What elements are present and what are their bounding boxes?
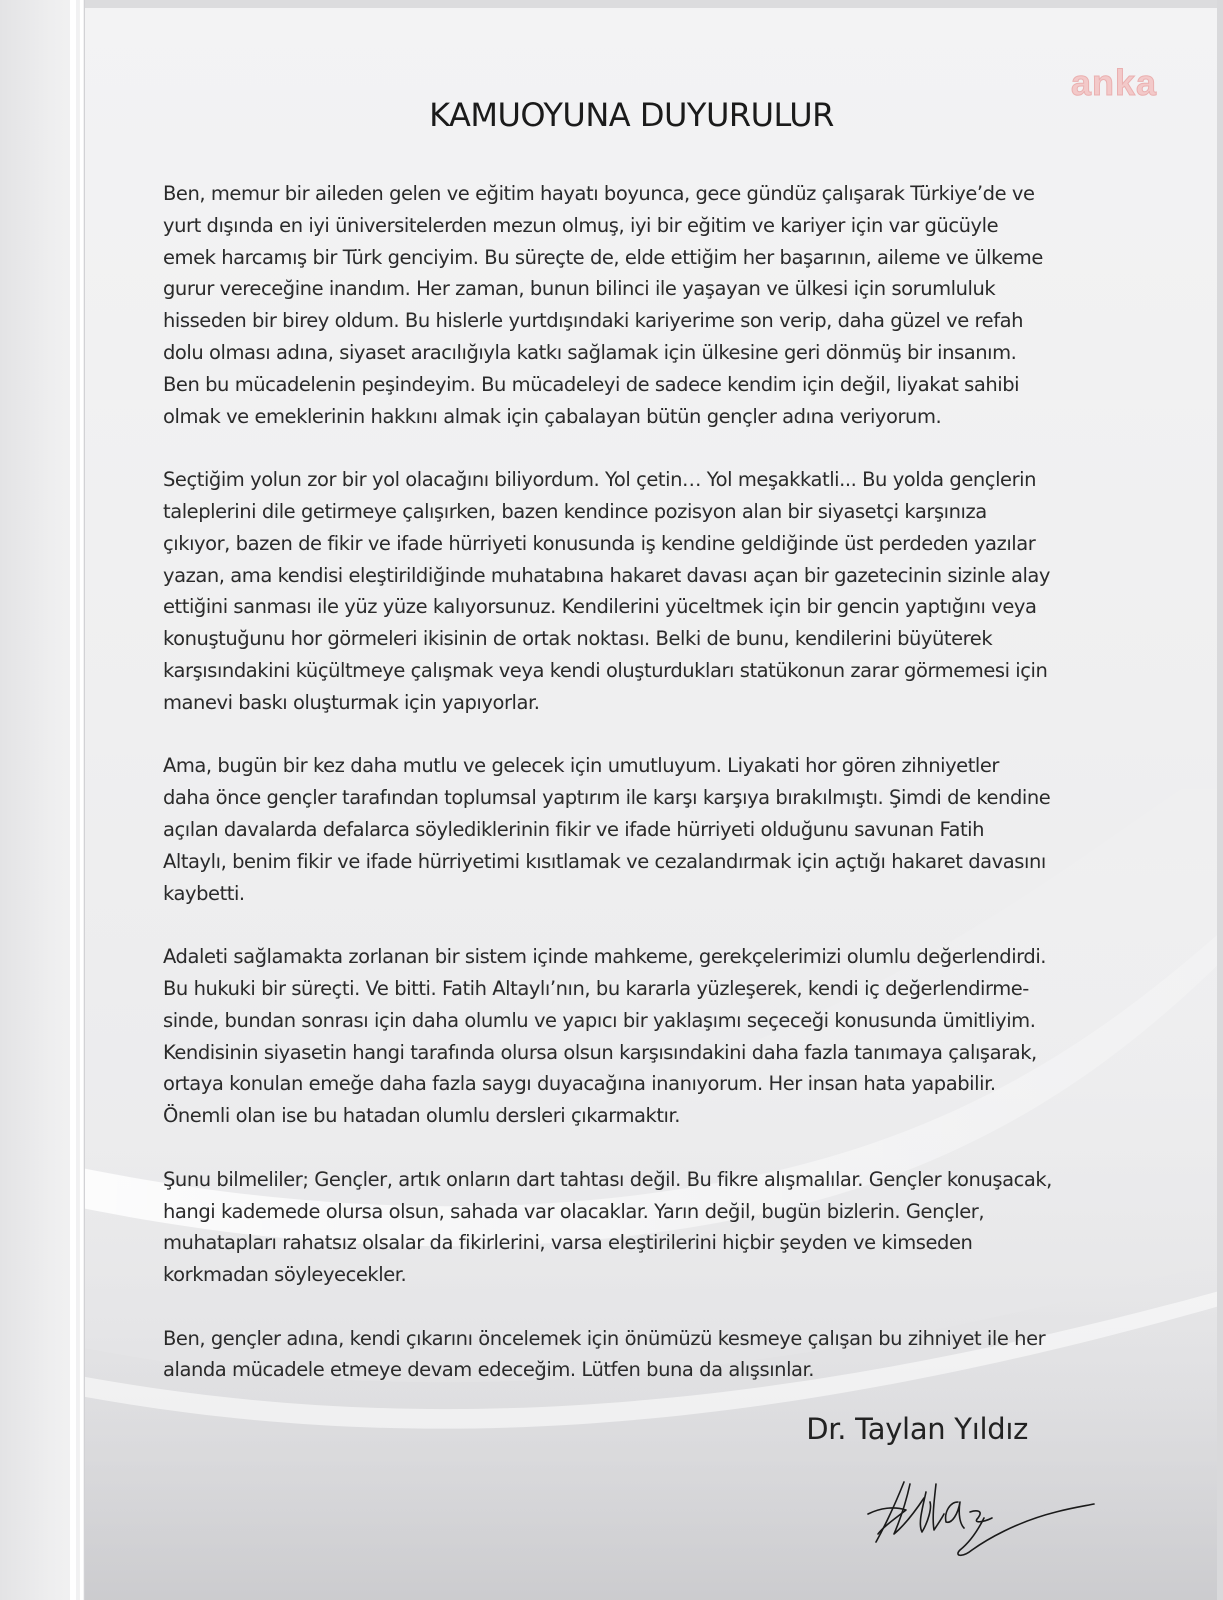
paragraph bbox=[163, 1164, 1141, 1291]
text-line: konuştuğunu hor görmeleri ikisinin de ortak noktası. Belki de bunu, kendilerini büyüterek bbox=[163, 627, 993, 651]
text-line: korkmadan söyleyecekler. bbox=[163, 1263, 407, 1287]
left-white-line-thin bbox=[80, 0, 83, 1600]
handwritten-signature bbox=[866, 1462, 1096, 1562]
text-line: hangi kademede olursa olsun, sahada var olacaklar. Yarın değil, bugün bizlerin. Gençler, bbox=[163, 1199, 985, 1223]
left-white-line bbox=[70, 0, 76, 1600]
text-line: manevi baskı oluşturmak için yapıyorlar. bbox=[163, 690, 540, 714]
signatory-name: Dr. Taylan Yıldız bbox=[806, 1412, 1028, 1446]
text-line: yazan, ama kendisi eleştirildiğinde muhatabına hakaret davası açan bir gazetecinin sizinle alay bbox=[163, 563, 1051, 587]
text-line: dolu olması adına, siyaset aracılığıyla katkı sağlamak için ülkesine geri dönmüş bir insanım. bbox=[163, 340, 1017, 364]
text-line: Ben, gençler adına, kendi çıkarını öncelemek için önümüzü kesmeye çalışan bu zihniyet ile her bbox=[163, 1326, 1046, 1350]
text-line: ettiğini sanması ile yüz yüze kalıyorsunuz. Kendilerini yüceltmek için bir gencin yaptığını veya bbox=[163, 595, 1037, 619]
page-right-edge bbox=[1217, 0, 1223, 1600]
text-line: yurt dışında en iyi üniversitelerden mezun olmuş, iyi bir eğitim ve kariyer için var gücüyle bbox=[163, 213, 999, 237]
text-line: Seçtiğim yolun zor bir yol olacağını biliyordum. Yol çetin… Yol meşakkatli... Bu yolda gençlerin bbox=[163, 468, 1037, 492]
text-line: hisseden bir birey oldum. Bu hislerle yurtdışındaki kariyerime son verip, daha güzel ve refah bbox=[163, 309, 1024, 333]
text-line: Adaleti sağlamakta zorlanan bir sistem içinde mahkeme, gerekçelerimizi olumlu değerlendirdi. bbox=[163, 945, 1047, 969]
text-line: muhatapları rahatsız olsalar da fikirlerini, varsa eleştirilerini hiçbir şeyden ve kimseden bbox=[163, 1231, 973, 1255]
text-line: Önemli olan ise bu hatadan olumlu dersleri çıkarmaktır. bbox=[163, 1104, 681, 1128]
text-line: taleplerini dile getirmeye çalışırken, bazen kendince pozisyon alan bir siyasetçi karşınıza bbox=[163, 499, 987, 523]
text-line: daha önce gençler tarafından toplumsal yaptırım ile karşı karşıya bırakılmıştı. Şimdi de kendine bbox=[163, 786, 1051, 810]
text-line: sinde, bundan sonrası için daha olumlu ve yapıcı bir yaklaşımı seçeceği konusunda ümitliyim. bbox=[163, 1008, 1036, 1032]
paragraph bbox=[163, 1323, 1141, 1387]
paragraph bbox=[163, 464, 1141, 718]
paragraph bbox=[163, 750, 1141, 909]
text-line: açılan davalarda defalarca söylediklerinin fikir ve ifade hürriyeti olduğunu savunan Fatih bbox=[163, 817, 985, 841]
text-line: Altaylı, benim fikir ve ifade hürriyetimi kısıtlamak ve cezalandırmak için açtığı hakaret davasını bbox=[163, 849, 1046, 873]
page-top-edge bbox=[0, 0, 1223, 8]
text-line: emek harcamış bir Türk genciyim. Bu süreçte de, elde ettiğim her başarının, aileme ve ülkeme bbox=[163, 245, 1043, 269]
text-line: Kendisinin siyasetin hangi tarafında olursa olsun karşısındakini daha fazla tanımaya çalışarak, bbox=[163, 1040, 1037, 1064]
text-line: olmak ve emeklerinin hakkını almak için çabalayan bütün gençler adına veriyorum. bbox=[163, 404, 942, 428]
anka-watermark-logo: anka bbox=[1070, 62, 1157, 103]
text-line: karşısındakini küçültmeye çalışmak veya kendi oluşturdukları statükonun zarar görmemesi için bbox=[163, 658, 1048, 682]
text-line: alanda mücadele etmeye devam edeceğim. Lütfen buna da alışsınlar. bbox=[163, 1358, 815, 1382]
text-line: Bu hukuki bir süreçti. Ve bitti. Fatih Altaylı’nın, bu kararla yüzleşerek, kendi iç değerlendirme- bbox=[163, 976, 1029, 1000]
text-line: çıkıyor, bazen de fikir ve ifade hürriyeti konusunda iş kendine geldiğinde üst perdeden yazılar bbox=[163, 531, 1036, 555]
paragraph bbox=[163, 941, 1141, 1132]
letter-body bbox=[163, 178, 1141, 1418]
text-line: Ben bu mücadelenin peşindeyim. Bu mücadeleyi de sadece kendim için değil, liyakat sahibi bbox=[163, 372, 1020, 396]
text-line: gurur vereceğine inandım. Her zaman, bunun bilinci ile yaşayan ve ülkesi için sorumluluk bbox=[163, 277, 996, 301]
text-line: Ben, memur bir aileden gelen ve eğitim hayatı boyunca, gece gündüz çalışarak Türkiye’de ve bbox=[163, 182, 1035, 205]
paragraph bbox=[163, 178, 1141, 432]
text-line: Ama, bugün bir kez daha mutlu ve gelecek için umutluyum. Liyakati hor gören zihniyetler bbox=[163, 754, 999, 778]
page-title: KAMUOYUNA DUYURULUR bbox=[429, 96, 834, 134]
text-line: kaybetti. bbox=[163, 881, 245, 905]
text-line: ortaya konulan emeğe daha fazla saygı duyacağına inanıyorum. Her insan hata yapabilir. bbox=[163, 1072, 996, 1096]
text-line: Şunu bilmeliler; Gençler, artık onların dart tahtası değil. Bu fikre alışmalılar. Gençler konuşacak, bbox=[163, 1167, 1052, 1191]
